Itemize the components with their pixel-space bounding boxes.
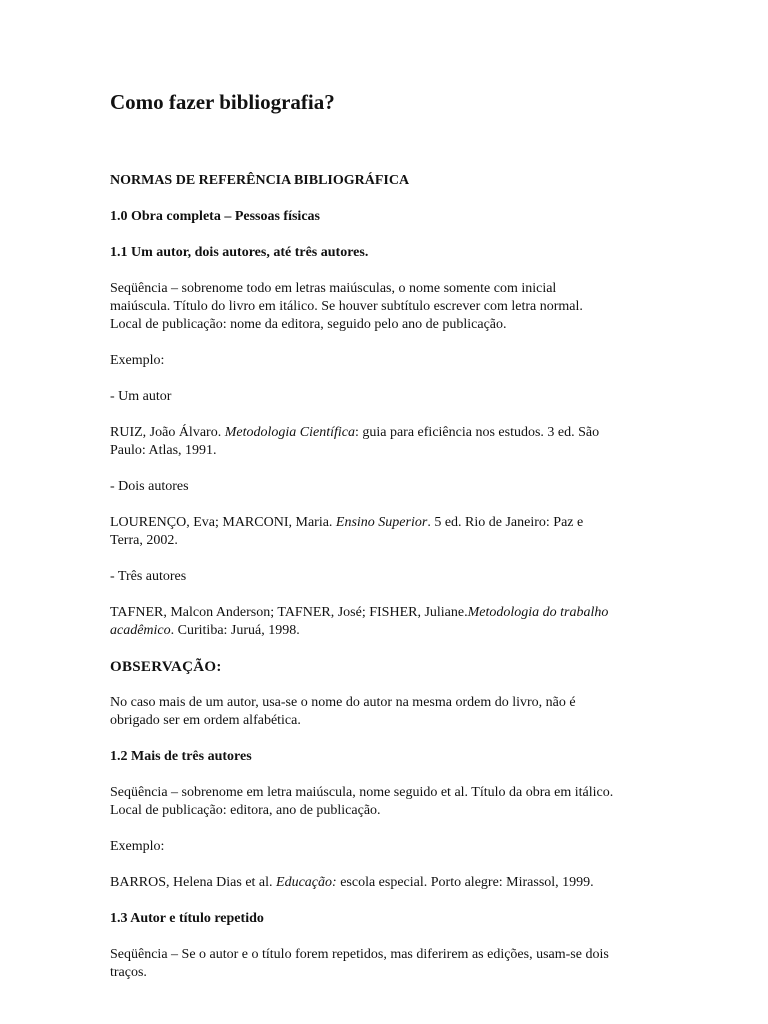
ref-author: RUIZ, João Álvaro. xyxy=(110,425,225,440)
text-line: Seqüência – sobrenome todo em letras maiúsculas, o nome somente com inicial xyxy=(110,281,557,296)
ref-title: Metodologia do trabalho xyxy=(467,605,609,620)
ref-rest: Paulo: Atlas, 1991. xyxy=(110,443,217,458)
text-line: traços. xyxy=(110,965,147,980)
tres-autores-label: - Três autores xyxy=(110,569,187,584)
document-title: Como fazer bibliografia? xyxy=(110,90,335,114)
ref-rest: : guia para eficiência nos estudos. 3 ed. São xyxy=(354,425,600,440)
um-autor-label: - Um autor xyxy=(110,389,172,404)
ref-rest: . 5 ed. Rio de Janeiro: Paz e xyxy=(427,515,584,530)
ref-rest: escola especial. Porto alegre: Mirassol, 1999. xyxy=(336,875,594,890)
text-line: obrigado ser em ordem alfabética. xyxy=(110,713,301,728)
document-page xyxy=(110,88,670,982)
reference-barros xyxy=(110,874,670,892)
reference-lourenco xyxy=(110,514,670,550)
text-line: Local de publicação: editora, ano de publicação. xyxy=(110,803,381,818)
ref-author: BARROS, Helena Dias et al. xyxy=(110,875,277,890)
sequence-paragraph-1-2 xyxy=(110,784,670,820)
text-line: Seqüência – sobrenome em letra maiúscula, nome seguido et al. Título da obra em itálico. xyxy=(110,785,614,800)
example-label: Exemplo: xyxy=(110,353,165,368)
ref-author: LOURENÇO, Eva; MARCONI, Maria. xyxy=(110,515,336,530)
dois-autores-label: - Dois autores xyxy=(110,479,189,494)
observacao-heading: OBSERVAÇÃO: xyxy=(110,659,222,675)
ref-title: Educação: xyxy=(276,875,337,890)
ref-author: TAFNER, Malcon Anderson; TAFNER, José; FISHER, Juliane. xyxy=(110,605,468,620)
ref-rest: Terra, 2002. xyxy=(110,533,178,548)
heading-1-0: 1.0 Obra completa – Pessoas físicas xyxy=(110,209,320,224)
heading-1-1: 1.1 Um autor, dois autores, até três autores. xyxy=(110,245,369,260)
text-line: Seqüência – Se o autor e o título forem repetidos, mas diferirem as edições, usam-se dois xyxy=(110,947,609,962)
reference-ruiz xyxy=(110,424,670,460)
observacao-paragraph xyxy=(110,694,670,730)
section-heading: NORMAS DE REFERÊNCIA BIBLIOGRÁFICA xyxy=(110,173,410,188)
reference-tafner xyxy=(110,604,670,640)
text-line: No caso mais de um autor, usa-se o nome do autor na mesma ordem do livro, não é xyxy=(110,695,576,710)
heading-1-2: 1.2 Mais de três autores xyxy=(110,749,252,764)
ref-title: Ensino Superior xyxy=(335,515,428,530)
sequence-paragraph-1-1 xyxy=(110,280,670,334)
heading-1-3: 1.3 Autor e título repetido xyxy=(110,911,264,926)
ref-rest: . Curitiba: Juruá, 1998. xyxy=(170,623,300,638)
ref-title: acadêmico xyxy=(110,623,171,638)
text-line: Local de publicação: nome da editora, seguido pelo ano de publicação. xyxy=(110,317,507,332)
sequence-paragraph-1-3 xyxy=(110,946,670,982)
example-label-2: Exemplo: xyxy=(110,839,165,854)
ref-title: Metodologia Científica xyxy=(224,425,355,440)
text-line: maiúscula. Título do livro em itálico. Se houver subtítulo escrever com letra normal. xyxy=(110,299,583,314)
